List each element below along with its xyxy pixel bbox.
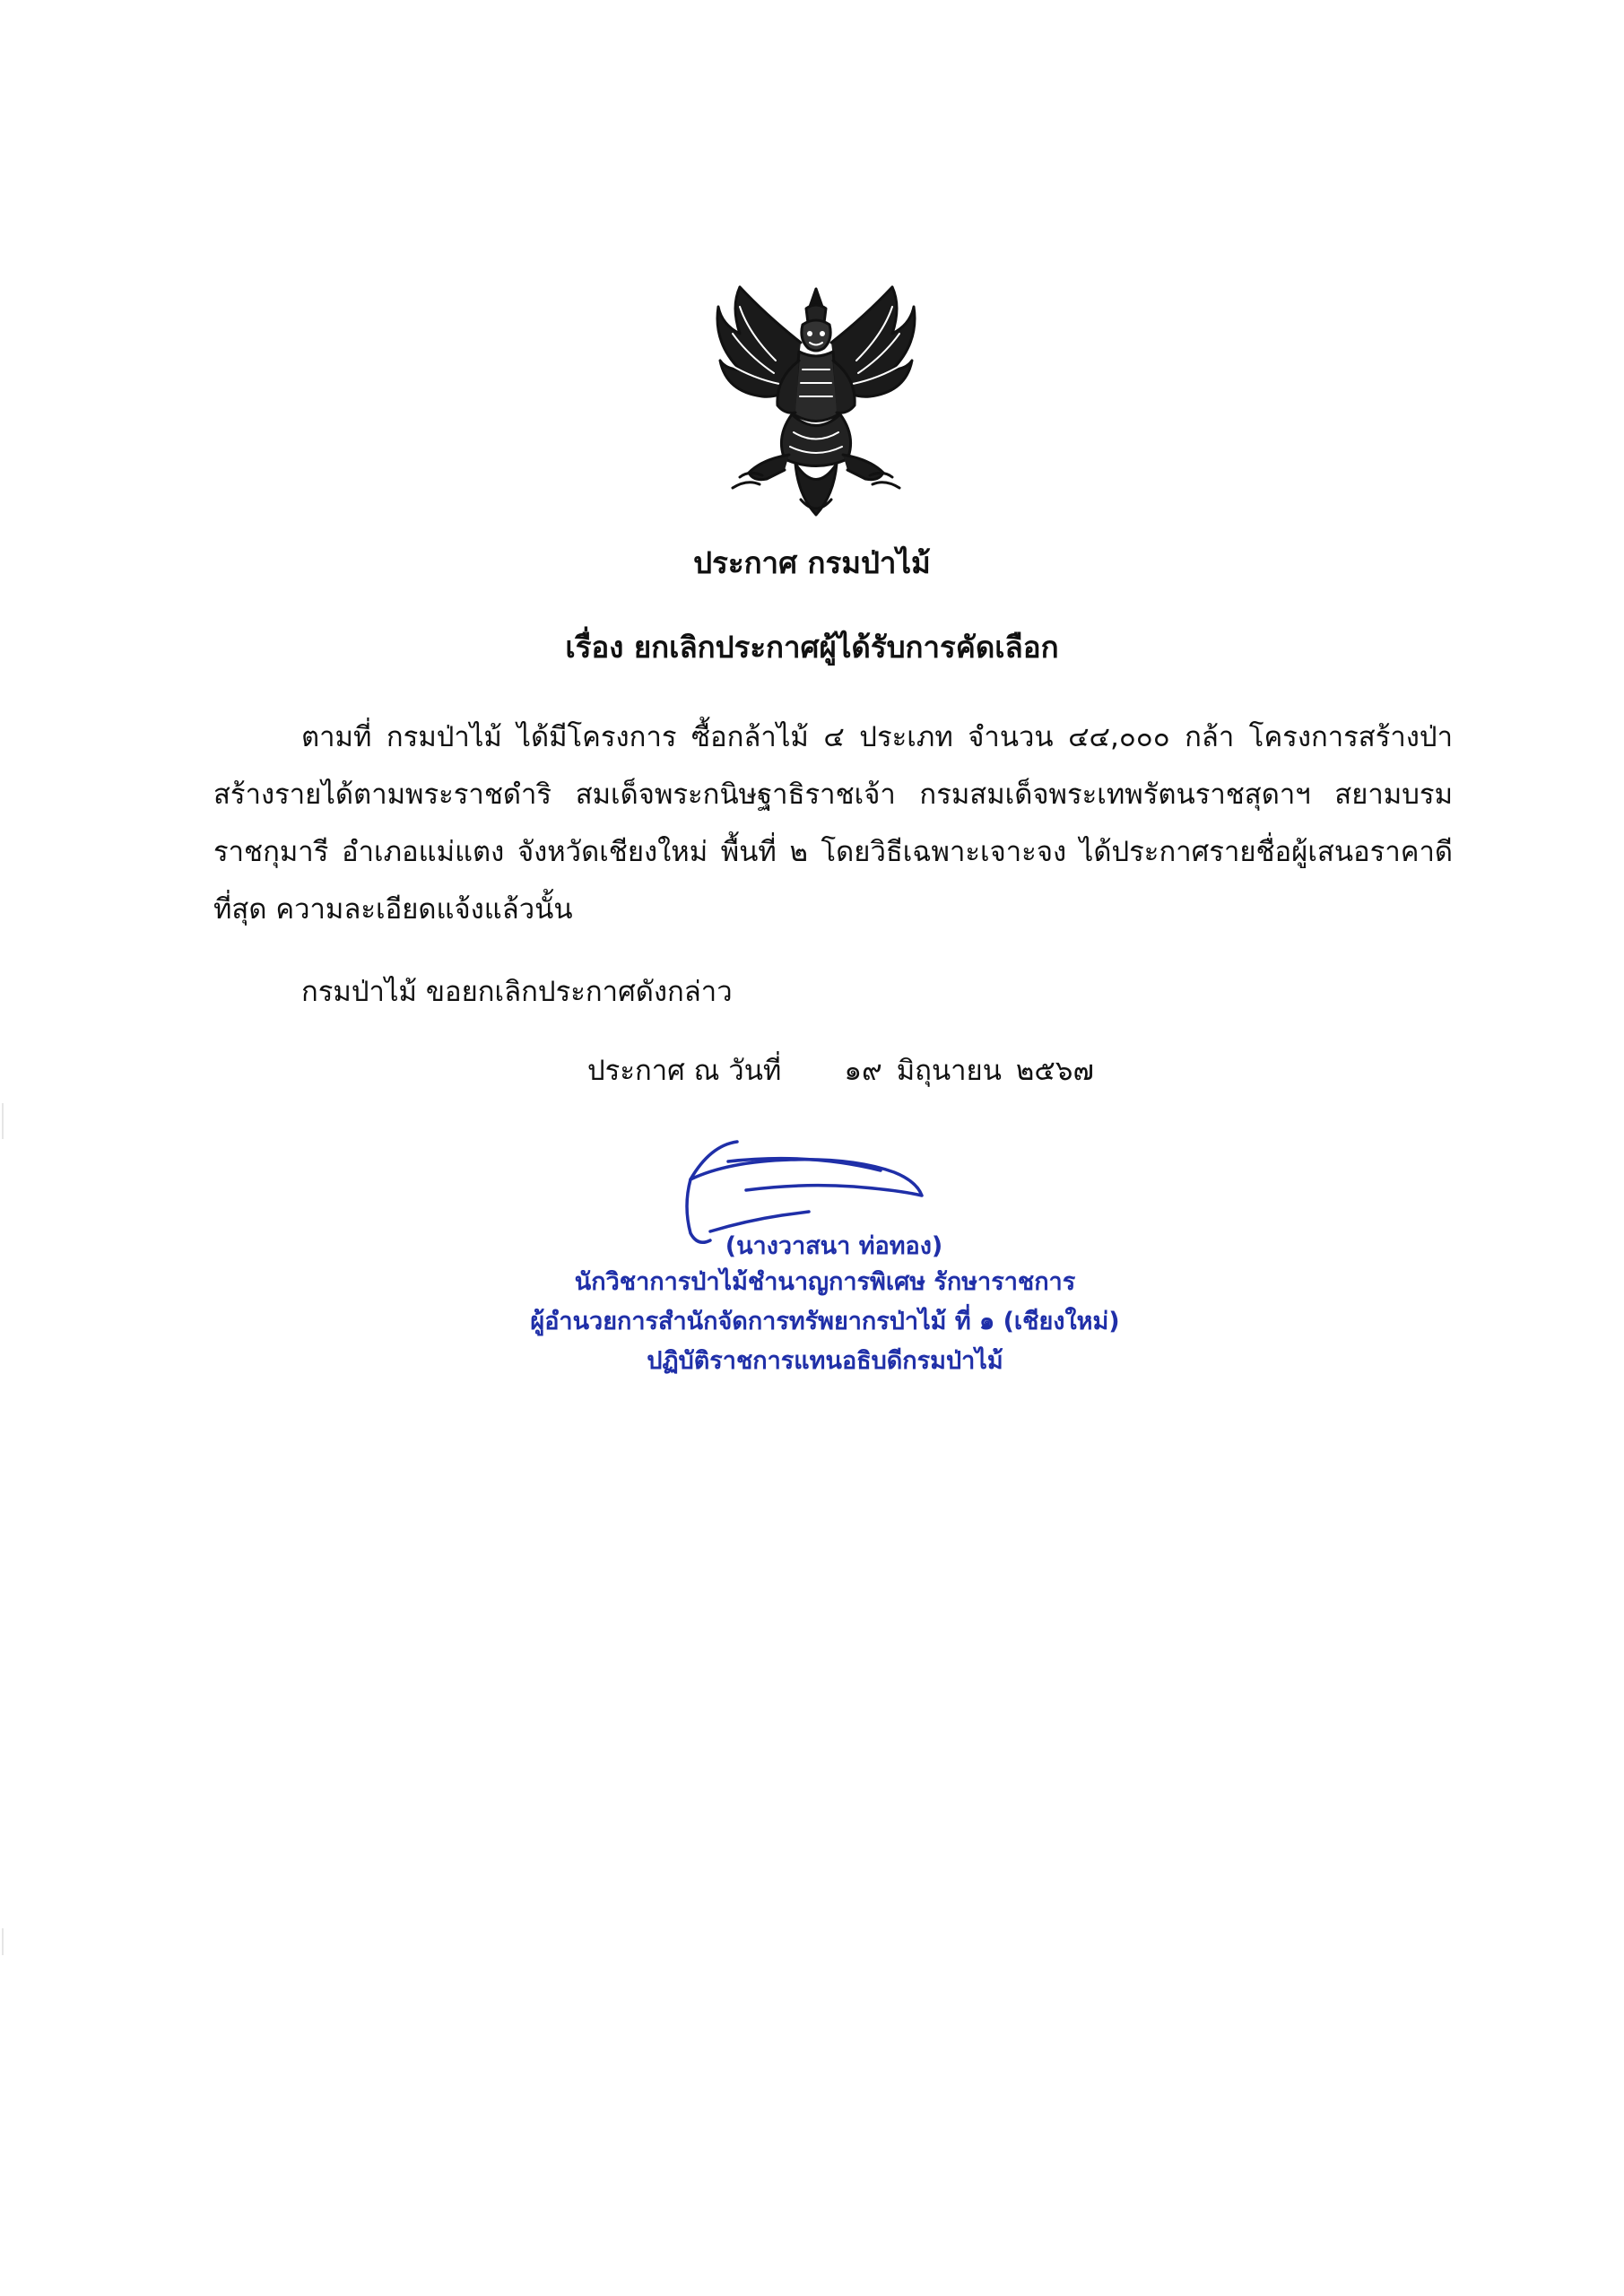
body-text: ตามที่ กรมป่าไม้ ได้มีโครงการ ซื้อกล้าไม้ ๔ ประเภท จำนวน ๔๔,๐๐๐ กล้า โครงการสร้างป่าสร้างรายได้ตามพระราชดำริ สมเด็จพระกนิษฐาธิราชเจ้า กรมสมเด็จพระเทพรัตนราชสุดาฯ สยามบรมราชกุมารี อำเภอแม่แตง จังหวัดเชียงใหม่ พื้นที่ ๒ โดยวิธีเฉพาะเจาะจง ได้ประกาศรายชื่อผู้เสนอราคาดีที่สุด ความละเอียดแจ้งแล้วนั้น [213,721,1453,926]
date-label: ประกาศ ณ วันที่ [587,1055,782,1087]
signatory-name: (นางวาสนา ท่อทอง) [725,1232,943,1260]
signatory-position-3: ปฏิบัติราชการแทนอธิบดีกรมป่าไม้ [647,1347,1003,1375]
signatory-position-1: นักวิชาการป่าไม้ชำนาญการพิเศษ รักษาราชการ [574,1268,1076,1296]
announcement-title: ประกาศ กรมป่าไม้ [693,545,931,580]
announcement-subject: เรื่อง ยกเลิกประกาศผู้ได้รับการคัดเลือก [565,630,1059,665]
date-month: มิถุนายน [896,1055,1002,1087]
date-year: ๒๕๖๗ [1015,1055,1094,1087]
announcement-date [587,1051,1094,1091]
cancel-statement: กรมป่าไม้ ขอยกเลิกประกาศดังกล่าว [301,976,733,1008]
scan-edge-mark [2,1103,4,1139]
scan-edge-mark [2,1928,4,1955]
date-day: ๑๙ [844,1055,882,1087]
garuda-emblem [713,280,919,522]
signatory-position-2: ผู้อำนวยการสำนักจัดการทรัพยากรป่าไม้ ที่ ๑ (เชียงใหม่) [530,1308,1120,1335]
body-paragraph [213,709,1453,938]
